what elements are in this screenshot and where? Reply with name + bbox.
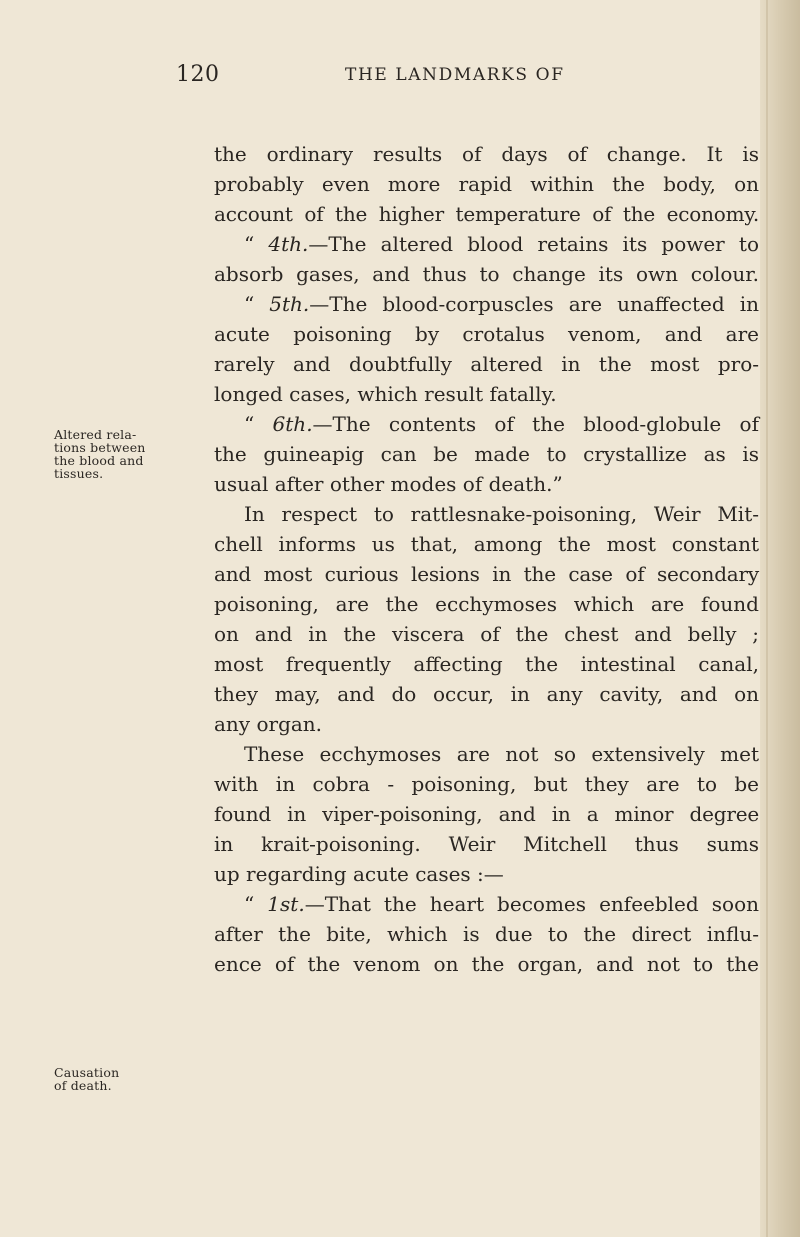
margin-note-line: of death. <box>54 1078 112 1093</box>
quote-mark: “ <box>244 892 268 916</box>
body-line: after the bite, which is due to the direct influ- <box>214 922 759 946</box>
body-line: the guineapig can be made to crystallize as is <box>214 442 759 466</box>
item-number: 4th. <box>268 232 309 256</box>
body-line: most frequently affecting the intestinal canal, <box>214 652 759 676</box>
margin-note-line: Altered rela- <box>54 427 137 442</box>
item-text: —The contents of the blood-globule of <box>312 412 759 436</box>
body-line: In respect to rattlesnake-poisoning, Weir Mit- <box>244 502 759 526</box>
margin-note-line: the blood and <box>54 453 144 468</box>
margin-note-altered-relations <box>54 428 164 480</box>
body-line: absorb gases, and thus to change its own colour. <box>214 262 759 286</box>
body-line-numbered <box>244 291 759 317</box>
margin-note-line: tions between <box>54 440 146 455</box>
quote-mark: “ <box>244 412 273 436</box>
body-line: rarely and doubtfully altered in the most pro- <box>214 352 759 376</box>
body-line: longed cases, which result fatally. <box>214 382 557 406</box>
item-number: 6th. <box>272 412 313 436</box>
body-line: with in cobra - poisoning, but they are to be <box>214 772 759 796</box>
item-number: 1st. <box>267 892 305 916</box>
body-line-numbered <box>244 231 759 257</box>
page-header <box>0 62 800 92</box>
body-line-numbered <box>244 891 759 917</box>
item-number: 5th. <box>269 292 310 316</box>
body-line: chell informs us that, among the most constant <box>214 532 759 556</box>
body-line: acute poisoning by crotalus venom, and are <box>214 322 759 346</box>
item-text: —The altered blood retains its power to <box>308 232 759 256</box>
page-edge-shadow <box>760 0 800 1237</box>
page-number: 120 <box>176 62 220 87</box>
body-line-numbered <box>244 411 759 437</box>
item-text: —The blood-corpuscles are unaffected in <box>309 292 759 316</box>
body-line: and most curious lesions in the case of secondary <box>214 562 759 586</box>
body-line: poisoning, are the ecchymoses which are found <box>214 592 759 616</box>
quote-mark: “ <box>244 232 269 256</box>
body-line: up regarding acute cases :— <box>214 862 504 886</box>
body-line: These ecchymoses are not so extensively met <box>244 742 759 766</box>
body-line: they may, and do occur, in any cavity, and on <box>214 682 759 706</box>
body-line: usual after other modes of death.” <box>214 472 563 496</box>
body-line: on and in the viscera of the chest and belly ; <box>214 622 759 646</box>
body-line: in krait-poisoning. Weir Mitchell thus sums <box>214 832 759 856</box>
body-line: account of the higher temperature of the economy. <box>214 202 759 226</box>
quote-mark: “ <box>244 292 270 316</box>
running-head: THE LANDMARKS OF <box>345 65 565 85</box>
body-line: found in viper-poisoning, and in a minor degree <box>214 802 759 826</box>
margin-note-line: tissues. <box>54 466 104 481</box>
body-line: probably even more rapid within the body, on <box>214 172 759 196</box>
margin-note-line: Causation <box>54 1065 120 1080</box>
item-text: —That the heart becomes enfeebled soon <box>304 892 759 916</box>
body-line: any organ. <box>214 712 323 736</box>
body-line: the ordinary results of days of change. It is <box>214 142 759 166</box>
body-line: ence of the venom on the organ, and not to the <box>214 952 759 976</box>
margin-note-causation-of-death <box>54 1066 164 1092</box>
